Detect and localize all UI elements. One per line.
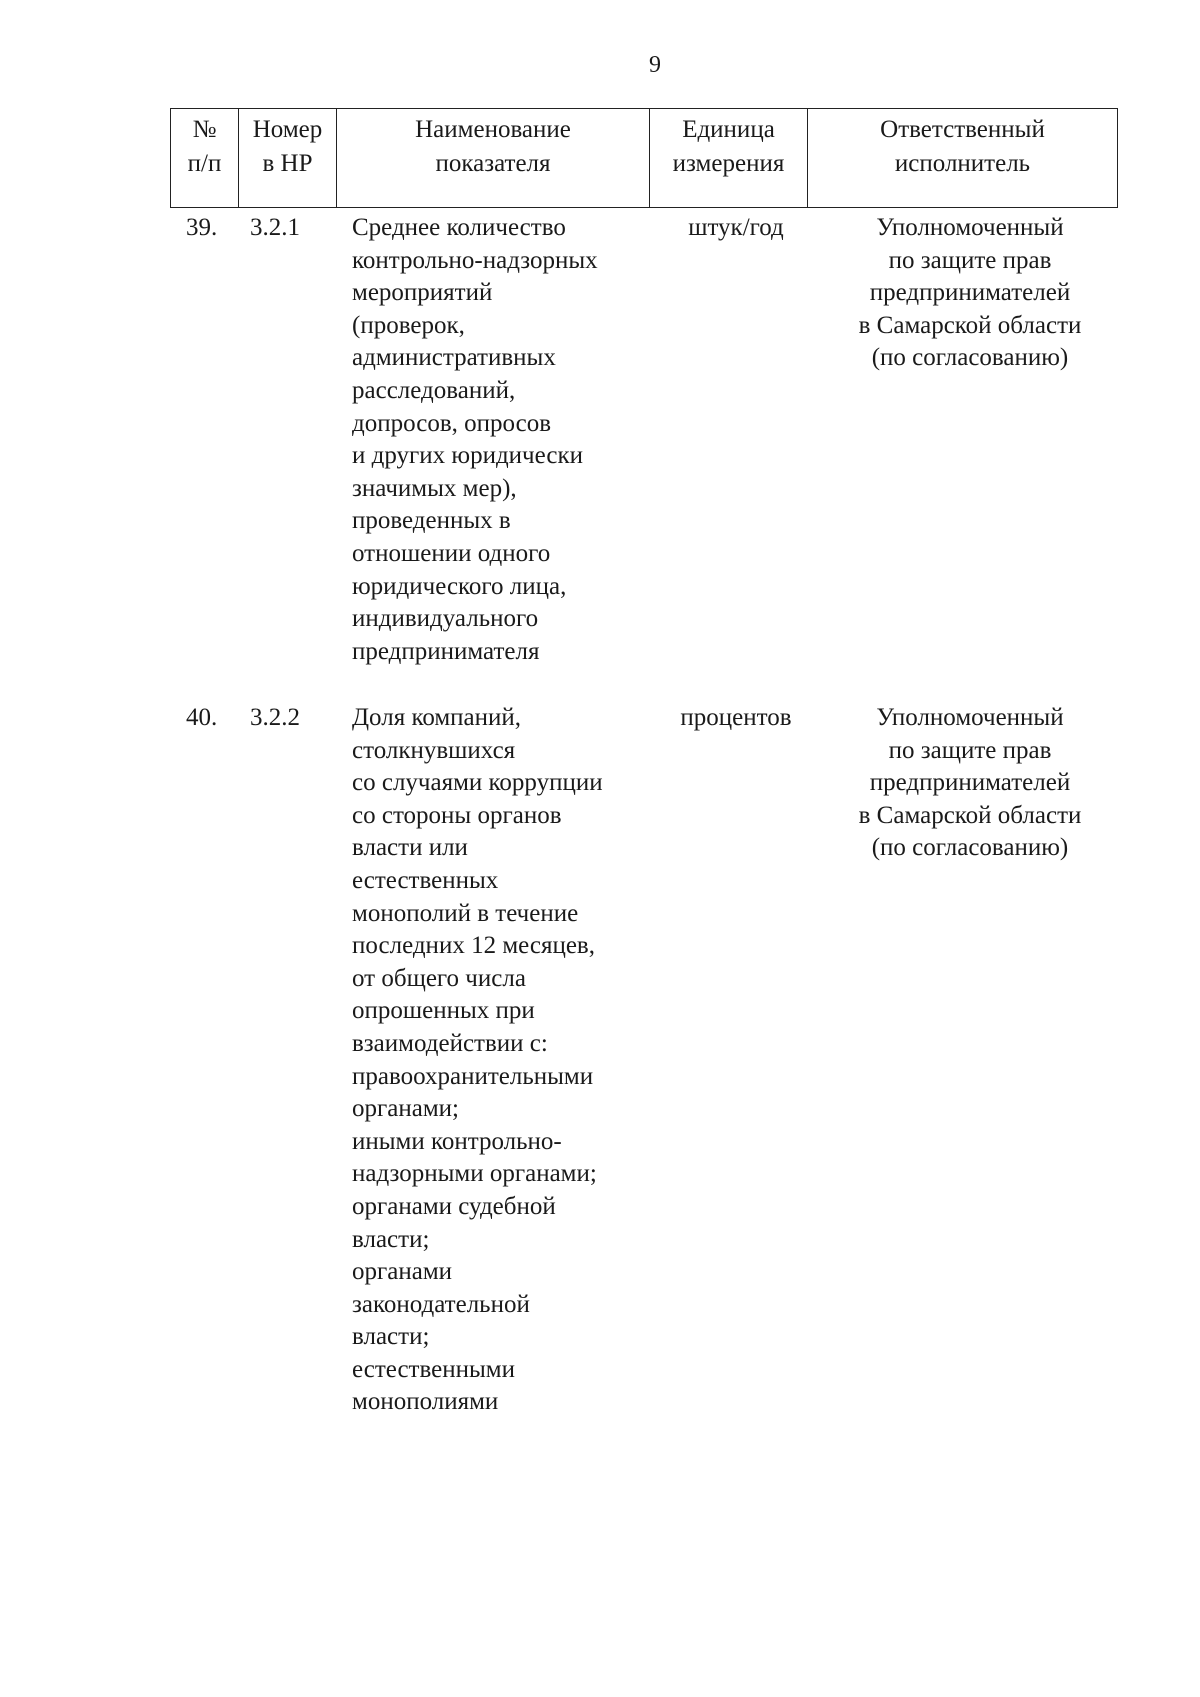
row-code: 3.2.1 — [250, 214, 300, 241]
row-unit: процентов — [680, 704, 792, 731]
row-indicator-name — [352, 702, 652, 1419]
text-line: законодательной — [352, 1290, 530, 1318]
text-line: по защите прав — [888, 246, 1052, 274]
text-line: в Самарской области — [858, 801, 1082, 829]
text-line: естественными — [352, 1355, 515, 1383]
text-line: мероприятий — [352, 279, 493, 307]
text-line: органами судебной — [352, 1192, 556, 1220]
text-line: расследований, — [352, 376, 516, 404]
header-col-code: Номер в НР — [239, 109, 337, 207]
row-unit: штук/год — [688, 214, 784, 241]
text-line: в Самарской области — [858, 311, 1082, 339]
text-line: предпринимателей — [869, 279, 1071, 307]
text-line: иными контрольно- — [352, 1127, 562, 1155]
row-number: 40. — [186, 704, 218, 731]
text-line: (по согласованию) — [871, 834, 1069, 862]
text-line: предпринимателей — [869, 769, 1071, 797]
text-line: взаимодействии с: — [352, 1029, 548, 1057]
text-line: контрольно-надзорных — [352, 246, 598, 274]
header-col-responsible: Ответственный исполнитель — [880, 116, 1045, 177]
row-code: 3.2.2 — [250, 704, 300, 731]
text-line: Среднее количество — [352, 214, 566, 241]
header-col-number: № п/п — [171, 109, 239, 207]
text-line: индивидуального — [352, 605, 539, 633]
text-line: опрошенных при — [352, 997, 535, 1025]
row-responsible — [810, 702, 1130, 865]
header-col-unit: Единица измерения — [650, 109, 808, 207]
text-line: со стороны органов — [352, 801, 562, 829]
text-line: органами — [352, 1258, 453, 1286]
text-line: со случаями коррупции — [352, 769, 603, 797]
table-header — [170, 108, 1118, 208]
text-line: проведенных в — [352, 507, 511, 535]
text-line: предпринимателя — [352, 637, 540, 665]
row-indicator-name — [352, 212, 652, 668]
page-number: 9 — [649, 52, 661, 78]
text-line: Уполномоченный — [876, 214, 1064, 241]
text-line: по защите прав — [888, 736, 1052, 764]
text-line: отношении одного — [352, 539, 551, 567]
text-line: юридического лица, — [352, 572, 567, 600]
text-line: столкнувшихся — [352, 736, 516, 764]
text-line: административных — [352, 344, 556, 372]
text-line: монополий в течение — [352, 899, 579, 927]
text-line: от общего числа — [352, 964, 526, 992]
text-line: органами; — [352, 1095, 459, 1123]
row-number: 39. — [186, 214, 218, 241]
text-line: Уполномоченный — [876, 704, 1064, 731]
text-line: правоохранительными — [352, 1062, 594, 1090]
text-line: допросов, опросов — [352, 409, 552, 437]
text-line: (по согласованию) — [871, 344, 1069, 372]
row-responsible — [810, 212, 1130, 375]
text-line: монополиями — [352, 1388, 499, 1416]
text-line: Доля компаний, — [352, 704, 522, 731]
text-line: власти или — [352, 834, 468, 862]
text-line: надзорными органами; — [352, 1160, 597, 1188]
text-line: власти; — [352, 1323, 430, 1351]
text-line: и других юридически — [352, 442, 583, 470]
text-line: власти; — [352, 1225, 430, 1253]
text-line: значимых мер), — [352, 474, 517, 502]
text-line: естественных — [352, 866, 499, 894]
text-line: (проверок, — [352, 311, 465, 339]
header-col-name: Наименование показателя — [337, 109, 650, 207]
text-line: последних 12 месяцев, — [352, 932, 595, 960]
